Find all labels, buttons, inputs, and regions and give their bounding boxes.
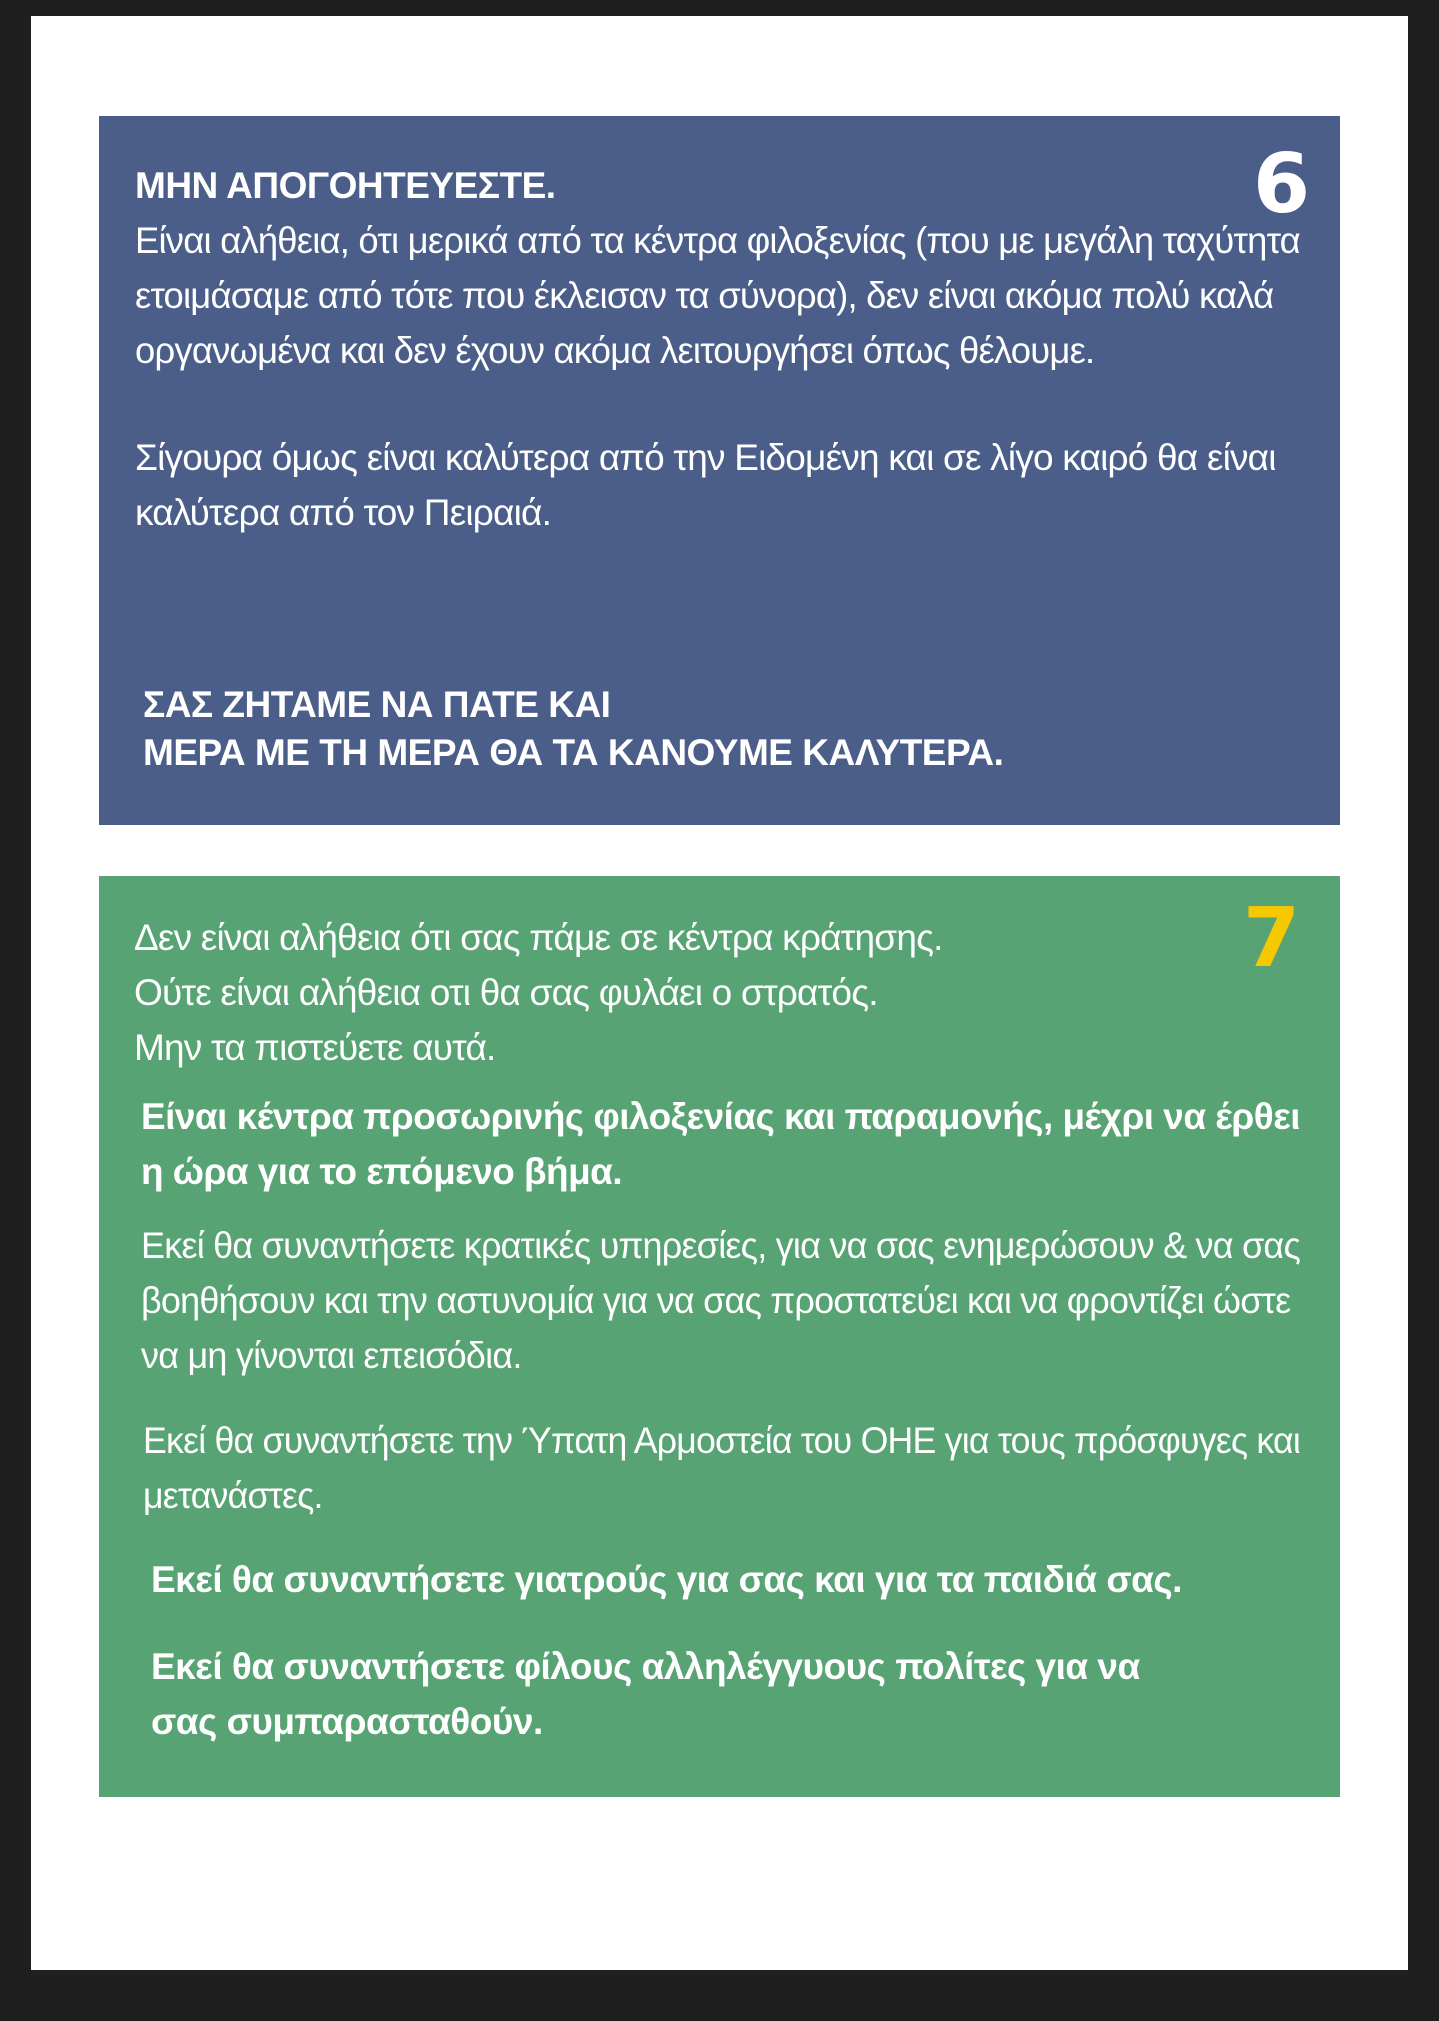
text-line: ΣΑΣ ΖΗΤΑΜΕ ΝΑ ΠΑΤΕ ΚΑΙ [143,684,611,725]
section-number: 6 [1252,137,1310,232]
intro-paragraph [134,910,943,1075]
paragraph [135,430,1276,540]
document-page [31,16,1408,1970]
text-line: βοηθήσουν και την αστυνομία για να σας προστατεύει και να φροντίζει ώστε [141,1280,1291,1321]
text-line: Εκεί θα συναντήσετε φίλους αλληλέγγυους πολίτες για να [151,1646,1140,1687]
text-line: Εκεί θα συναντήσετε γιατρούς για σας και για τα παιδιά σας. [151,1559,1182,1600]
text-line: Δεν είναι αλήθεια ότι σας πάμε σε κέντρα κράτησης. [134,917,943,958]
text-line: ΜΕΡΑ ΜΕ ΤΗ ΜΕΡΑ ΘΑ ΤΑ ΚΑΝΟΥΜΕ ΚΑΛΥΤΕΡΑ. [143,732,1004,773]
closing-statement [143,681,1003,777]
text-line: οργανωμένα και δεν έχουν ακόμα λειτουργήσει όπως θέλουμε. [135,330,1095,371]
bold-paragraph [151,1639,1140,1749]
section-7-panel [99,876,1340,1797]
text-line: Σίγουρα όμως είναι καλύτερα από την Ειδομένη και σε λίγο καιρό θα είναι [135,437,1276,478]
text-line: Ούτε είναι αλήθεια οτι θα σας φυλάει ο στρατός. [134,972,878,1013]
text-line: Μην τα πιστεύετε αυτά. [134,1027,496,1068]
bold-paragraph [141,1089,1300,1199]
section-heading [135,158,556,213]
text-line: η ώρα για το επόμενο βήμα. [141,1151,623,1192]
section-number: 7 [1242,891,1300,986]
text-line: μετανάστες. [143,1475,323,1516]
heading-text: ΜΗΝ ΑΠΟΓΟΗΤΕΥΕΣΤΕ. [135,165,556,206]
section-6-panel [99,116,1340,825]
text-line: Είναι κέντρα προσωρινής φιλοξενίας και παραμονής, μέχρι να έρθει [141,1096,1300,1137]
paragraph [135,213,1300,378]
text-line: να μη γίνονται επεισόδια. [141,1335,522,1376]
text-line: Εκεί θα συναντήσετε κρατικές υπηρεσίες, για να σας ενημερώσουν & να σας [141,1225,1301,1266]
text-line: σας συμπαρασταθούν. [151,1701,543,1742]
paragraph [143,1413,1300,1523]
text-line: καλύτερα από τον Πειραιά. [135,492,552,533]
text-line: ετοιμάσαμε από τότε που έκλεισαν τα σύνορα), δεν είναι ακόμα πολύ καλά [135,275,1274,316]
bold-paragraph [151,1552,1182,1607]
text-line: Εκεί θα συναντήσετε την Ύπατη Αρμοστεία του ΟΗΕ για τους πρόσφυγες και [143,1420,1301,1461]
text-line: Είναι αλήθεια, ότι μερικά από τα κέντρα φιλοξενίας (που με μεγάλη ταχύτητα [135,220,1300,261]
paragraph [141,1218,1300,1383]
